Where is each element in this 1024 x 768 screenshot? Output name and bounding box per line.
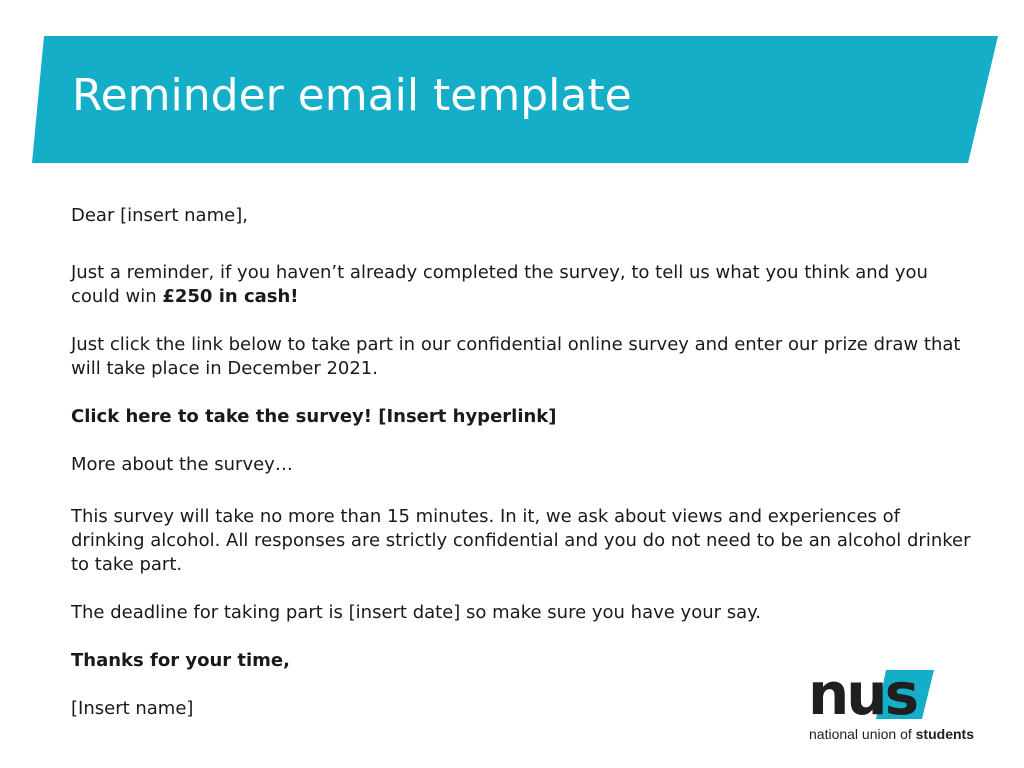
survey-link[interactable]: Click here to take the survey! [Insert hyperlink] <box>71 406 557 427</box>
reminder-paragraph <box>71 261 971 309</box>
title-banner <box>0 0 1024 170</box>
logo-wordmark <box>808 660 917 728</box>
nus-logo <box>808 660 998 746</box>
logo-wordmark-accent: s <box>884 660 917 728</box>
survey-details-paragraph: This survey will take no more than 15 minutes. In it, we ask about views and experiences of drinking alcohol. All responses are strictly confidential and you do not need to be an alcohol drinker to take part. <box>71 506 971 575</box>
thanks-line: Thanks for your time, <box>71 650 290 671</box>
intro-paragraph: Just click the link below to take part in our confidential online survey and enter our prize draw that will take place in December 2021. <box>71 334 961 379</box>
deadline-paragraph: The deadline for taking part is [insert date] so make sure you have your say. <box>71 602 761 623</box>
logo-subtitle <box>809 726 974 742</box>
logo-wordmark-prefix: nu <box>808 660 885 728</box>
page-title: Reminder email template <box>72 70 632 121</box>
logo-subtitle-strong: students <box>915 726 974 742</box>
prize-text: £250 in cash! <box>162 286 299 307</box>
greeting: Dear [insert name], <box>71 205 248 226</box>
reminder-text: Just a reminder, if you haven’t already completed the survey, to tell us what you think and you could win <box>71 262 928 307</box>
logo-subtitle-prefix: national union of <box>809 726 916 742</box>
more-about-heading: More about the survey… <box>71 454 293 475</box>
signoff-name: [Insert name] <box>71 698 194 719</box>
email-body <box>71 204 971 721</box>
